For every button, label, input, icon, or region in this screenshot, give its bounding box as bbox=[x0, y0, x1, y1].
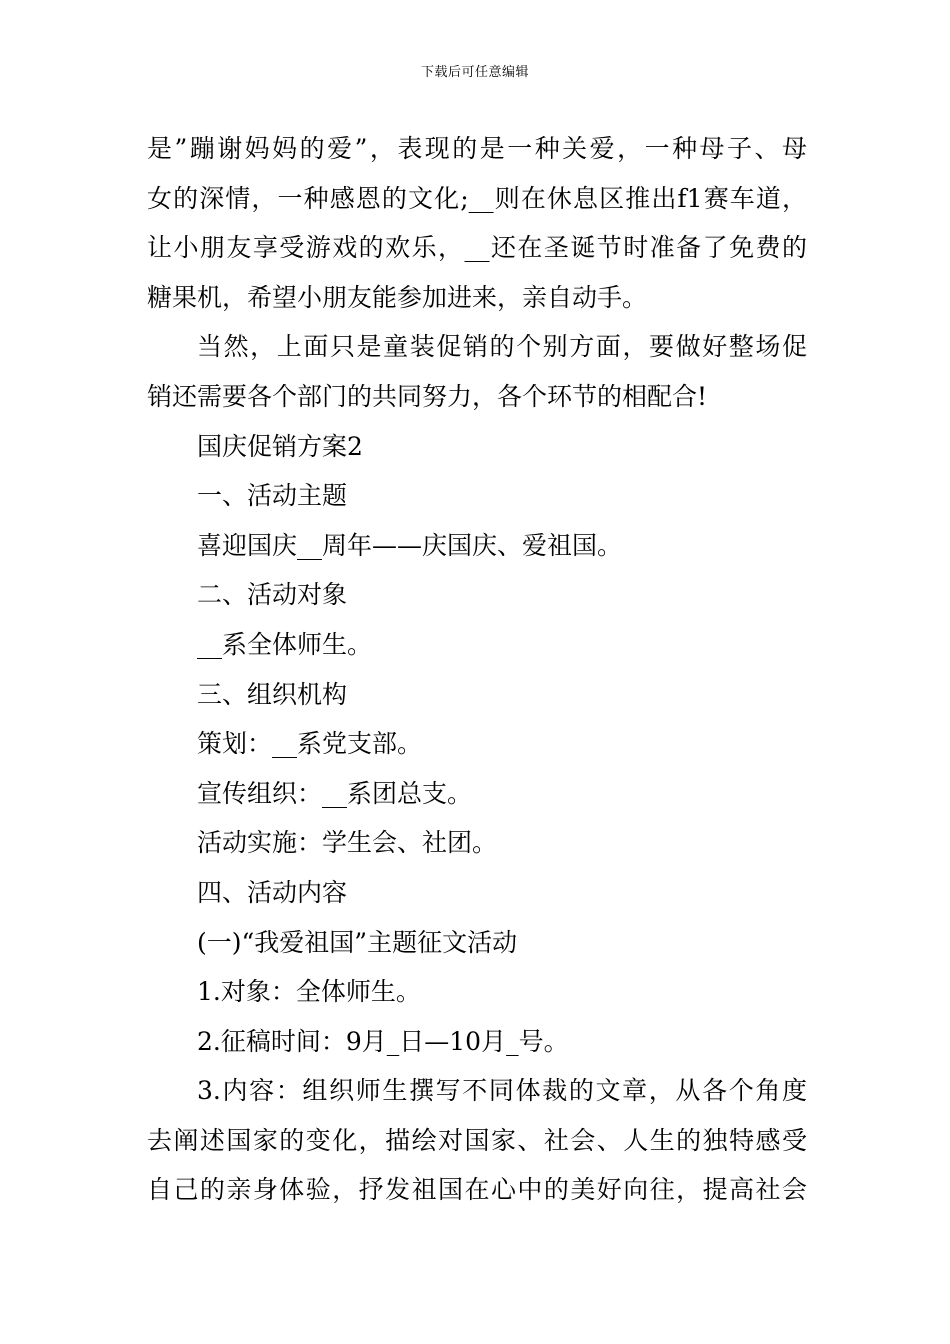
text-essay-target: 1.对象：全体师生。 bbox=[197, 977, 421, 1007]
text-essay-time: 2.征稿时间：9月_日—10月_号。 bbox=[197, 1026, 569, 1056]
text-planning: 策划：__系党支部。 bbox=[197, 729, 423, 759]
paragraph-conclusion bbox=[147, 322, 807, 421]
text-line: 是”蹦谢妈妈的爱”，表现的是一种关爱，一种母子、母 bbox=[147, 134, 807, 163]
document-body bbox=[147, 124, 807, 1215]
text-audience: __系全体师生。 bbox=[197, 629, 373, 659]
text-line: 3.内容：组织师生撰写不同体裁的文章，从各个角度 bbox=[197, 1076, 807, 1106]
text-theme: 喜迎国庆__周年——庆国庆、爱祖国。 bbox=[197, 530, 623, 560]
text-implementation: 活动实施：学生会、社团。 bbox=[197, 828, 498, 858]
text-line: 让小朋友享受游戏的欢乐，__还在圣诞节时准备了免费的 bbox=[147, 233, 807, 263]
header-note: 下载后可任意编辑 bbox=[420, 65, 529, 80]
heading-theme: 一、活动主题 bbox=[197, 481, 348, 511]
paragraph-promotion-details bbox=[147, 124, 807, 322]
text-line: 女的深情，一种感恩的文化;__则在休息区推出f1赛车道， bbox=[147, 183, 807, 213]
heading-audience: 二、活动对象 bbox=[197, 580, 348, 610]
text-line: 销还需要各个部门的共同努力，各个环节的相配合! bbox=[147, 381, 708, 411]
text-line: 当然，上面只是童装促销的个别方面，要做好整场促 bbox=[197, 332, 807, 362]
heading-content: 四、活动内容 bbox=[197, 877, 348, 907]
section-title: 国庆促销方案2 bbox=[197, 431, 363, 461]
subheading-essay: (一)“我爱祖国”主题征文活动 bbox=[197, 927, 518, 957]
text-line: 去阐述国家的变化，描绘对国家、社会、人生的独特感受 bbox=[147, 1125, 807, 1155]
text-line: 糖果机，希望小朋友能参加进来，亲自动手。 bbox=[147, 282, 648, 312]
paragraph-essay-content bbox=[147, 1066, 807, 1215]
heading-organization: 三、组织机构 bbox=[197, 679, 348, 709]
text-line: 自己的亲身体验，抒发祖国在心中的美好向往，提高社会 bbox=[147, 1175, 807, 1205]
text-publicity: 宣传组织：__系团总支。 bbox=[197, 778, 473, 808]
